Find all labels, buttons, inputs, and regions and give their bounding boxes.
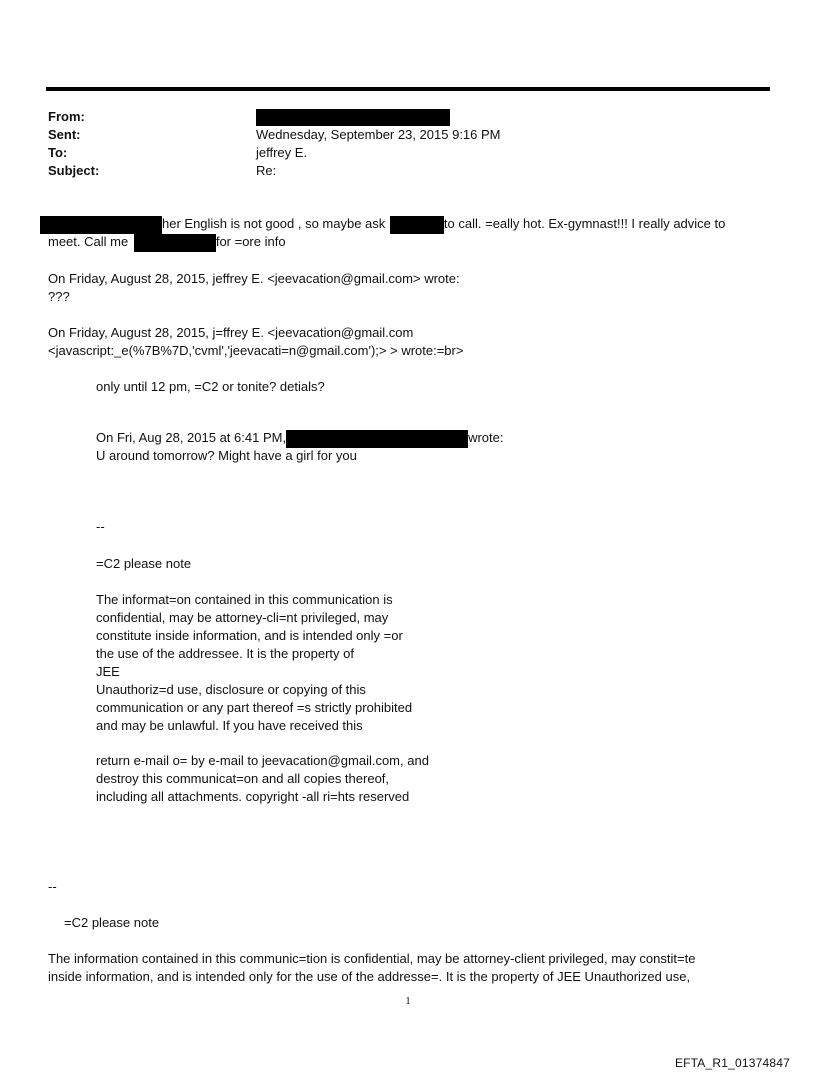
sent-value: Wednesday, September 23, 2015 9:16 PM — [256, 127, 501, 142]
outer-dashes: -- — [48, 879, 57, 894]
quote2-line-1: On Friday, August 28, 2015, j=ffrey E. <jeevacation@gmail.com — [48, 325, 414, 340]
to-label: To: — [48, 145, 68, 160]
body-line-1 — [40, 215, 725, 234]
fri-message: U around tomorrow? Might have a girl for you — [96, 448, 357, 463]
redaction-box — [40, 216, 162, 234]
subject-value: Re: — [256, 163, 277, 178]
disclaimer-line: communication or any part thereof =s strictly prohibited — [96, 700, 413, 715]
redaction-box — [390, 216, 444, 234]
from-label: From: — [48, 109, 85, 124]
outer-note: =C2 please note — [64, 915, 160, 930]
disclaimer-line: JEE — [96, 664, 120, 679]
fri-attribution — [96, 429, 503, 448]
body-text: her English is not good , so maybe ask — [162, 216, 386, 231]
to-value: jeffrey E. — [256, 145, 308, 160]
disclaimer-line: and may be unlawful. If you have received this — [96, 718, 363, 733]
from-value — [256, 108, 450, 126]
reply-text: only until 12 pm, =C2 or tonite? detials? — [96, 379, 325, 394]
quote2-line-2: <javascript:_e(%7B%7D,'cvml','jeevacati=n@gmail.com');> > wrote:=br> — [48, 343, 464, 358]
quote1-line-2: ??? — [48, 289, 70, 304]
body-text: meet. Call me — [48, 234, 129, 249]
outer-disclaimer-line: inside information, and is intended only for the use of the addresse=. It is the property of JEE Unauthorized use, — [48, 969, 691, 984]
signature-dashes: -- — [96, 519, 105, 534]
body-text: On Fri, Aug 28, 2015 at 6:41 PM, — [96, 430, 287, 445]
redaction-box — [134, 234, 216, 252]
body-text: for =ore info — [215, 234, 286, 249]
redaction-box — [286, 430, 468, 448]
disclaimer-line: destroy this communicat=on and all copies thereof, — [96, 771, 390, 786]
disclaimer-line: return e-mail o= by e-mail to jeevacation@gmail.com, and — [96, 753, 429, 768]
disclaimer-line: the use of the addressee. It is the property of — [96, 646, 354, 661]
disclaimer-line: The informat=on contained in this communication is — [96, 592, 393, 607]
sent-label: Sent: — [48, 127, 81, 142]
disclaimer-line: Unauthoriz=d use, disclosure or copying of this — [96, 682, 366, 697]
disclaimer-line: confidential, may be attorney-cli=nt privileged, may — [96, 610, 389, 625]
header-rule — [46, 87, 770, 91]
body-text: to call. =eally hot. Ex-gymnast!!! I really advice to — [443, 216, 726, 231]
signature-note: =C2 please note — [96, 556, 192, 571]
body-text: wrote: — [468, 430, 504, 445]
outer-disclaimer-line: The information contained in this communic=tion is confidential, may be attorney-client privileged, may constit=te — [48, 951, 696, 966]
disclaimer-line: constitute inside information, and is intended only =or — [96, 628, 403, 643]
page-number: 1 — [405, 995, 411, 1007]
quote1-line-1: On Friday, August 28, 2015, jeffrey E. <jeevacation@gmail.com> wrote: — [48, 271, 460, 286]
redaction-box — [256, 109, 450, 126]
body-line-2 — [48, 233, 286, 252]
bates-number: EFTA_R1_01374847 — [674, 1056, 790, 1070]
disclaimer-line: including all attachments. copyright -all ri=hts reserved — [96, 789, 410, 804]
subject-label: Subject: — [48, 163, 100, 178]
